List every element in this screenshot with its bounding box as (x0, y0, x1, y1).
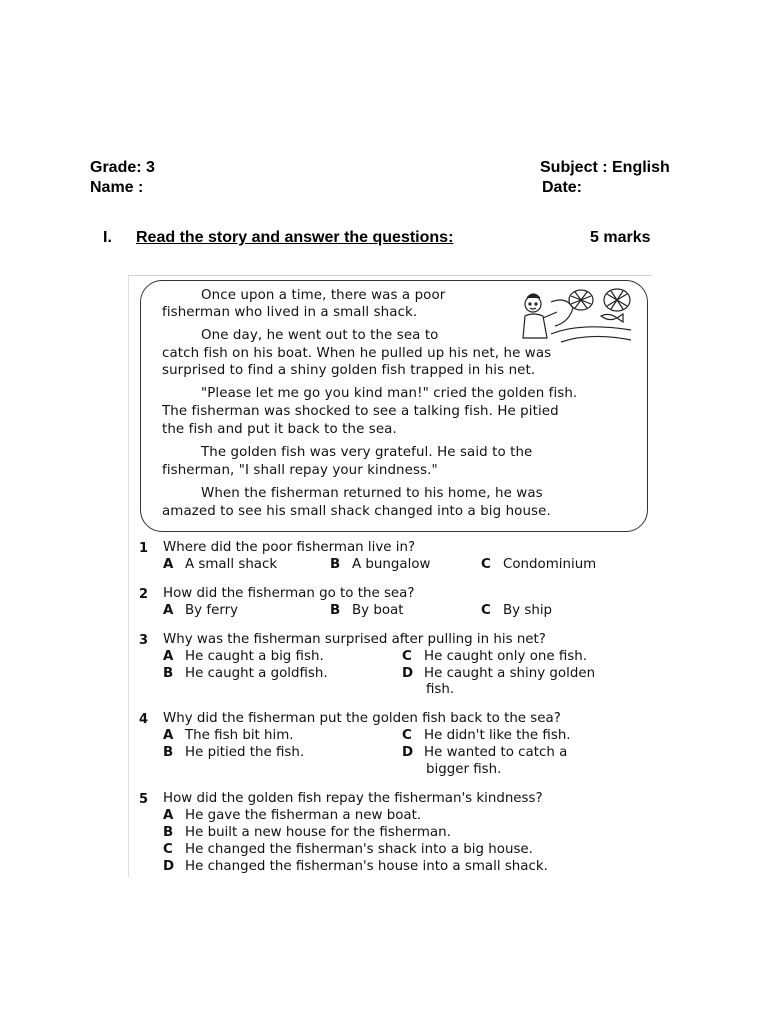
option-continuation: bigger fish. (426, 762, 502, 777)
option-letter: D (402, 745, 414, 760)
answer-option[interactable] (163, 666, 328, 681)
answer-option[interactable] (402, 728, 571, 743)
option-text: He didn't like the fish. (424, 728, 571, 743)
option-letter: A (163, 557, 174, 572)
option-letter: D (163, 859, 175, 874)
section-marks: 5 marks (590, 229, 651, 246)
story-line: Once upon a time, there was a poor (201, 288, 446, 303)
story-line: The fisherman was shocked to see a talking fish. He pitied (162, 404, 559, 419)
answer-option[interactable] (481, 603, 552, 618)
story-line: One day, he went out to the sea to (201, 328, 439, 343)
answer-option[interactable] (163, 842, 533, 857)
answer-option[interactable] (163, 557, 277, 572)
name-label: Name : (90, 179, 144, 196)
option-letter: A (163, 649, 174, 664)
story-line: amazed to see his small shack changed into a big house. (162, 504, 551, 519)
question-number: 5 (139, 792, 149, 807)
option-text: He caught a shiny golden (424, 666, 596, 681)
option-letter: A (163, 808, 174, 823)
grade-label: Grade: 3 (90, 159, 155, 176)
story-line: The golden fish was very grateful. He said to the (201, 445, 533, 460)
answer-option[interactable] (163, 808, 421, 823)
option-letter: C (402, 728, 412, 743)
date-label: Date: (542, 179, 583, 196)
option-letter: C (481, 557, 491, 572)
question-text: Where did the poor fisherman live in? (163, 540, 416, 555)
option-letter: B (163, 825, 174, 840)
option-text: He changed the fisherman's shack into a big house. (185, 842, 533, 857)
answer-option[interactable] (163, 825, 451, 840)
option-letter: A (163, 603, 174, 618)
option-text: He changed the fisherman's house into a small shack. (185, 859, 548, 874)
option-letter: D (402, 666, 414, 681)
question-text: How did the fisherman go to the sea? (163, 586, 415, 601)
option-text: He caught only one fish. (424, 649, 588, 664)
option-text: A bungalow (352, 557, 431, 572)
option-text: Condominium (503, 557, 597, 572)
story-line: the fish and put it back to the sea. (162, 422, 397, 437)
question-number: 3 (139, 633, 149, 648)
option-text: He built a new house for the fisherman. (185, 825, 451, 840)
story-line: fisherman, "I shall repay your kindness." (162, 463, 438, 478)
option-text: He caught a goldfish. (185, 666, 328, 681)
question-number: 2 (139, 587, 149, 602)
fisherman-illustration (521, 282, 633, 348)
answer-option[interactable] (402, 666, 595, 681)
option-letter: C (481, 603, 491, 618)
option-letter: C (163, 842, 173, 857)
question-text: Why did the fisherman put the golden fish back to the sea? (163, 711, 561, 726)
story-line: "Please let me go you kind man!" cried the golden fish. (201, 386, 578, 401)
option-text: A small shack (185, 557, 278, 572)
worksheet-scan (128, 275, 652, 877)
story-line: surprised to find a shiny golden fish trapped in his net. (162, 363, 536, 378)
answer-option[interactable] (402, 649, 587, 664)
answer-option[interactable] (163, 728, 294, 743)
answer-option[interactable] (163, 603, 238, 618)
option-continuation: fish. (426, 682, 455, 697)
question-number: 1 (139, 541, 149, 556)
answer-option[interactable] (481, 557, 596, 572)
subject-label: Subject : English (540, 159, 670, 176)
option-text: By boat (352, 603, 404, 618)
option-text: The fish bit him. (185, 728, 294, 743)
option-letter: B (163, 666, 174, 681)
question-text: How did the golden fish repay the fisherman's kindness? (163, 791, 543, 806)
option-letter: A (163, 728, 174, 743)
answer-option[interactable] (163, 745, 304, 760)
question-text: Why was the fisherman surprised after pulling in his net? (163, 632, 546, 647)
story-line: catch fish on his boat. When he pulled up his net, he was (162, 346, 552, 361)
option-text: He gave the fisherman a new boat. (185, 808, 422, 823)
option-text: He wanted to catch a (424, 745, 568, 760)
answer-option[interactable] (163, 859, 548, 874)
story-line: When the fisherman returned to his home, he was (201, 486, 543, 501)
option-text: By ship (503, 603, 553, 618)
answer-option[interactable] (330, 557, 430, 572)
answer-option[interactable] (402, 745, 567, 760)
option-letter: B (330, 603, 341, 618)
section-instruction: Read the story and answer the questions: (136, 229, 454, 246)
option-text: By ferry (185, 603, 239, 618)
option-letter: B (330, 557, 341, 572)
section-numeral: I. (103, 229, 112, 246)
option-text: He caught a big fish. (185, 649, 324, 664)
option-text: He pitied the fish. (185, 745, 305, 760)
question-number: 4 (139, 712, 149, 727)
story-line: fisherman who lived in a small shack. (162, 305, 418, 320)
answer-option[interactable] (330, 603, 404, 618)
option-letter: C (402, 649, 412, 664)
answer-option[interactable] (163, 649, 324, 664)
option-letter: B (163, 745, 174, 760)
